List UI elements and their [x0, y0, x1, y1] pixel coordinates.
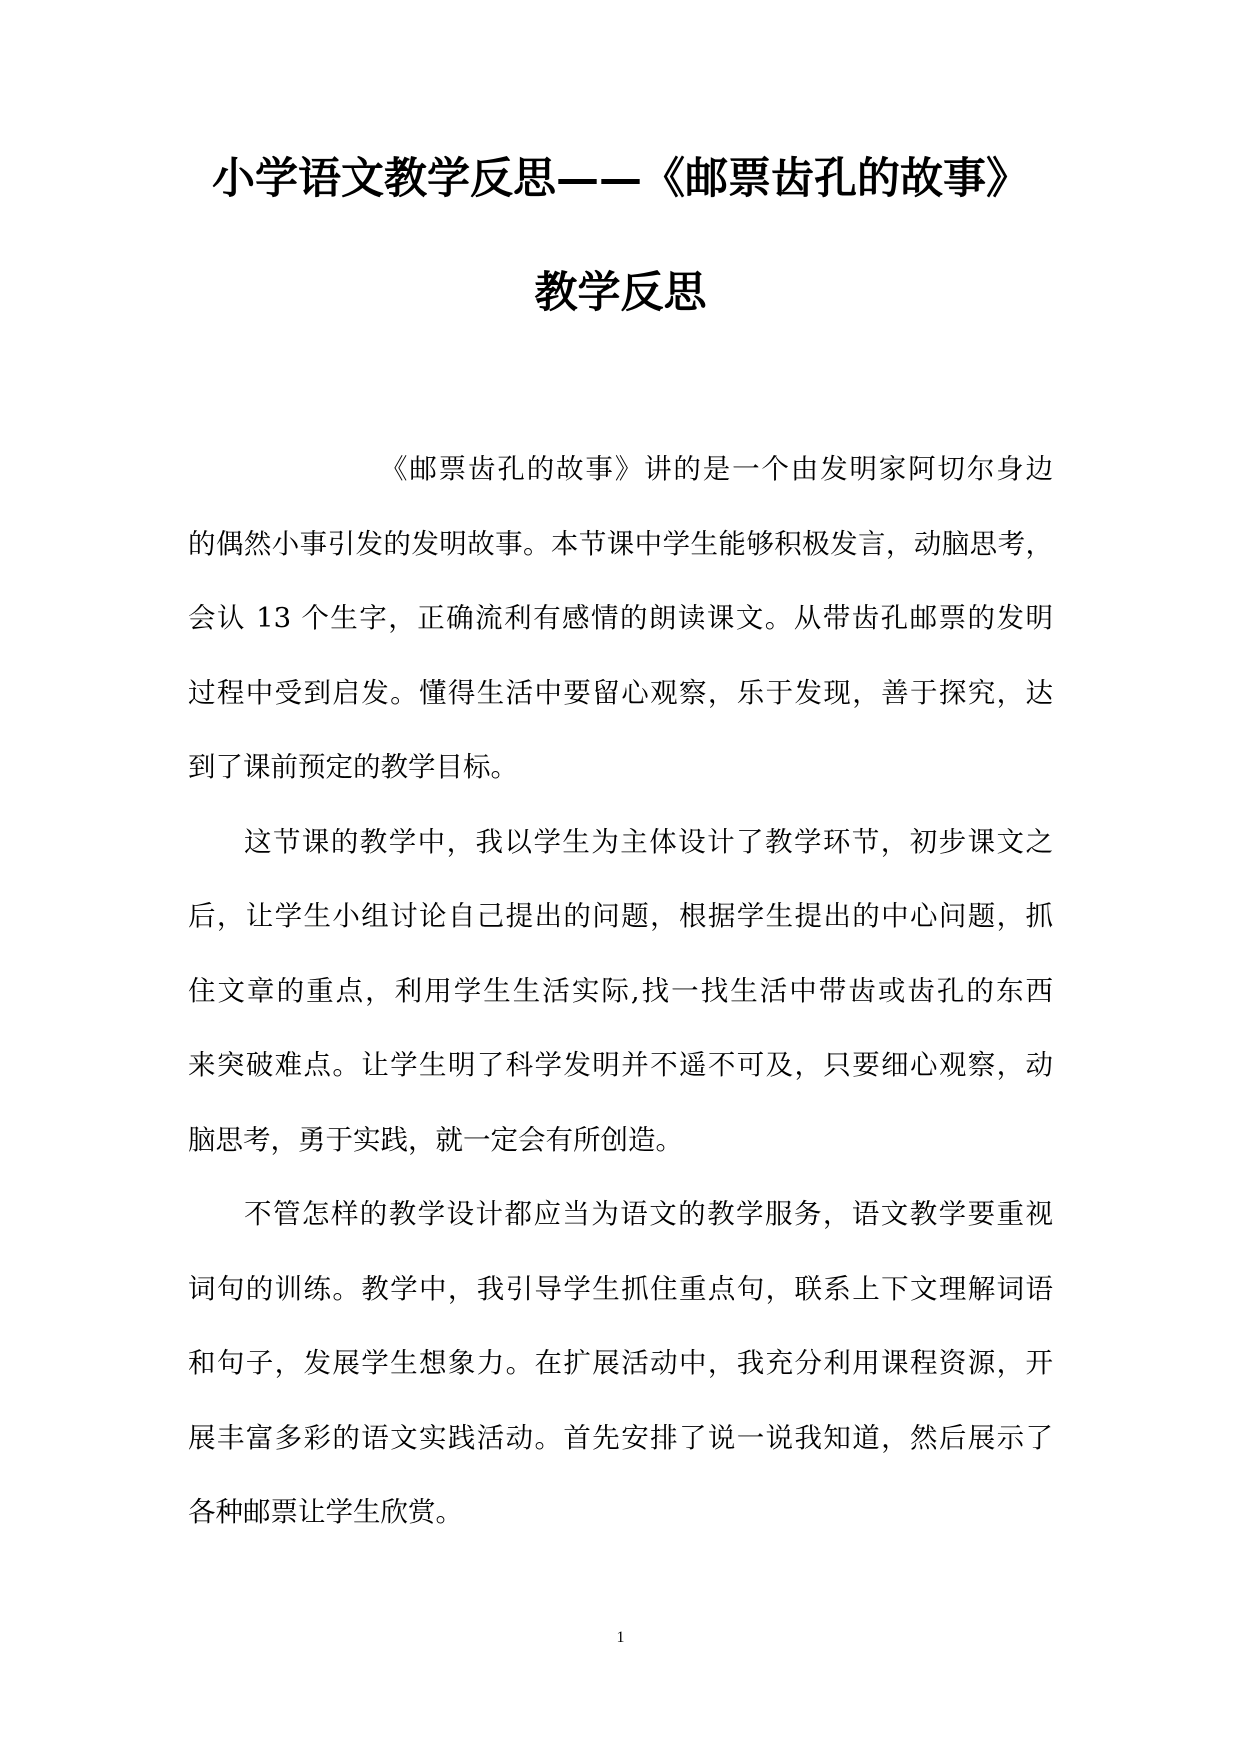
body-line: 住文章的重点，利用学生生活实际,找一找生活中带齿或齿孔的东西: [188, 974, 1053, 1007]
page-number: 1: [616, 1629, 625, 1646]
title-line-1: 小学语文教学反思——《邮票齿孔的故事》: [212, 154, 1029, 204]
body-line: 词句的训练。教学中，我引导学生抓住重点句，联系上下文理解词语: [188, 1272, 1053, 1305]
body-line: 后，让学生小组讨论自己提出的问题，根据学生提出的中心问题，抓: [188, 900, 1053, 932]
paragraph-2: [188, 805, 1053, 1178]
paragraph-3: [188, 1177, 1053, 1550]
document-title: [188, 122, 1053, 350]
body-line: 过程中受到启发。懂得生活中要留心观察，乐于发现，善于探究，达: [188, 676, 1053, 709]
body-line: 这节课的教学中，我以学生为主体设计了教学环节，初步课文之: [244, 825, 1053, 858]
body-line: 和句子，发展学生想象力。在扩展活动中，我充分利用课程资源，开: [188, 1347, 1053, 1379]
body-line: 《邮票齿孔的故事》讲的是一个由发明家阿切尔身边: [380, 453, 1053, 485]
document-body: [188, 432, 1053, 1550]
body-line: 展丰富多彩的语文实践活动。首先安排了说一说我知道，然后展示了: [188, 1421, 1053, 1454]
body-line: 不管怎样的教学设计都应当为语文的教学服务，语文教学要重视: [244, 1198, 1053, 1230]
body-line: 到了课前预定的教学目标。: [188, 751, 518, 783]
title-line-2: 教学反思: [534, 268, 707, 318]
body-line: 的偶然小事引发的发明故事。本节课中学生能够积极发言，动脑思考，: [188, 527, 1053, 560]
body-line: 脑思考，勇于实践，就一定会有所创造。: [188, 1123, 683, 1156]
body-line: 会认 13 个生字，正确流利有感情的朗读课文。从带齿孔邮票的发明: [188, 602, 1053, 634]
body-line: 来突破难点。让学生明了科学发明并不遥不可及，只要细心观察，动: [188, 1049, 1053, 1081]
paragraph-1: [188, 432, 1053, 805]
body-line: 各种邮票让学生欣赏。: [188, 1496, 463, 1528]
